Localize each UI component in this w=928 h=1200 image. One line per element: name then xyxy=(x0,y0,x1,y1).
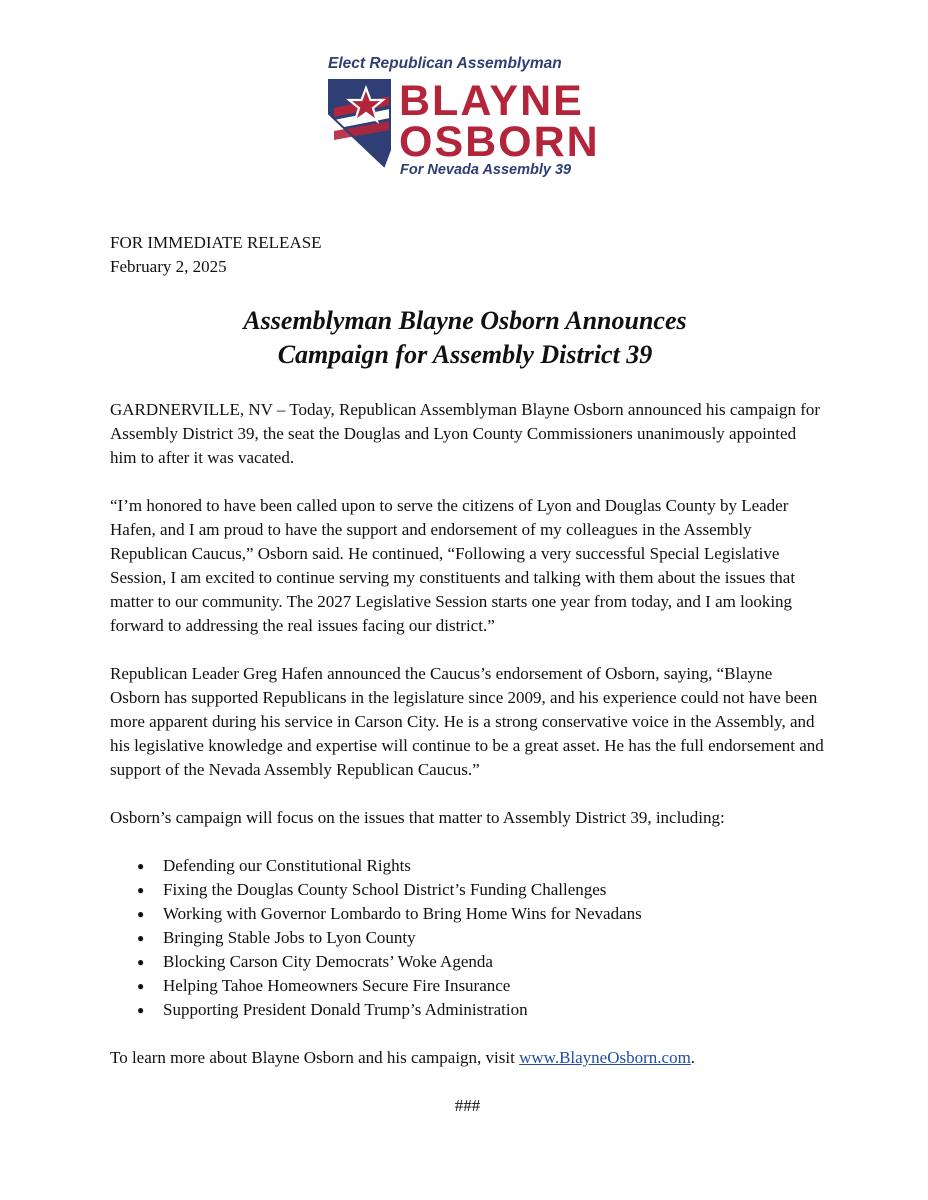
nevada-star-icon xyxy=(326,78,392,168)
release-date: February 2, 2025 xyxy=(110,257,227,276)
list-item xyxy=(110,974,825,998)
bullet-icon: ● xyxy=(137,907,145,921)
list-item-text: Supporting President Donald Trump’s Administration xyxy=(163,1000,528,1019)
closing-period: . xyxy=(690,1048,696,1067)
bullet-icon: ● xyxy=(137,931,145,945)
logo-subline: For Nevada Assembly 39 xyxy=(400,162,572,178)
headline-line-2: Campaign for Assembly District 39 xyxy=(277,340,653,369)
list-item-text: Helping Tahoe Homeowners Secure Fire Insurance xyxy=(163,976,511,995)
campaign-logo xyxy=(326,52,606,182)
list-item-text: Bringing Stable Jobs to Lyon County xyxy=(163,928,416,947)
logo-first-name: BLAYNE xyxy=(399,77,584,125)
headline-line-1: Assemblyman Blayne Osborn Announces xyxy=(243,306,687,335)
release-label: FOR IMMEDIATE RELEASE xyxy=(110,233,322,252)
closing-paragraph xyxy=(110,1046,825,1070)
list-item-text: Fixing the Douglas County School District’s Funding Challenges xyxy=(163,880,607,899)
logo-tagline: Elect Republican Assemblyman xyxy=(328,55,562,72)
headline xyxy=(110,304,820,372)
logo-last-name: OSBORN xyxy=(399,118,600,166)
issues-list xyxy=(110,854,825,1022)
list-item xyxy=(110,854,825,878)
list-item-text: Blocking Carson City Democrats’ Woke Agenda xyxy=(163,952,493,971)
list-item xyxy=(110,998,825,1022)
bullet-icon: ● xyxy=(137,955,145,969)
paragraph-hafen-quote: Republican Leader Greg Hafen announced the Caucus’s endorsement of Osborn, saying, “Blayne Osborn has supported Republicans in the legislature since 2009, and his experience could not have been more apparent during his service in Carson City. He is a strong conservative voice in the Assembly, and his legislative knowledge and expertise will continue to be a great asset. He has the full endorsement and support of the Nevada Assembly Republican Caucus.” xyxy=(110,664,824,779)
bullet-icon: ● xyxy=(137,859,145,873)
paragraph-intro: GARDNERVILLE, NV – Today, Republican Assemblyman Blayne Osborn announced his campaign for Assembly District 39, the seat the Douglas and Lyon County Commissioners unanimously appointed him to after it was vacated. xyxy=(110,400,821,467)
list-item-text: Defending our Constitutional Rights xyxy=(163,856,411,875)
bullet-icon: ● xyxy=(137,979,145,993)
bullet-icon: ● xyxy=(137,1003,145,1017)
list-item xyxy=(110,878,825,902)
closing-text: To learn more about Blayne Osborn and his campaign, visit xyxy=(110,1048,520,1067)
list-item xyxy=(110,950,825,974)
paragraph-issues-intro: Osborn’s campaign will focus on the issues that matter to Assembly District 39, including: xyxy=(110,808,725,827)
paragraph-osborn-quote: “I’m honored to have been called upon to serve the citizens of Lyon and Douglas County by Leader Hafen, and I am proud to have the support and endorsement of my colleagues in the Assembly Republican Caucus,” Osborn said. He continued, “Following a very successful Special Legislative Session, I am excited to continue serving my constituents and talking with them about the issues that matter to our community. The 2027 Legislative Session starts one year from today, and I am looking forward to addressing the real issues facing our district.” xyxy=(110,496,796,635)
website-link[interactable]: www.BlayneOsborn.com xyxy=(519,1048,691,1067)
list-item xyxy=(110,926,825,950)
release-block xyxy=(110,231,322,279)
end-mark: ### xyxy=(454,1096,481,1115)
bullet-icon: ● xyxy=(137,883,145,897)
list-item xyxy=(110,902,825,926)
list-item-text: Working with Governor Lombardo to Bring Home Wins for Nevadans xyxy=(163,904,642,923)
press-release-body xyxy=(110,398,825,1142)
